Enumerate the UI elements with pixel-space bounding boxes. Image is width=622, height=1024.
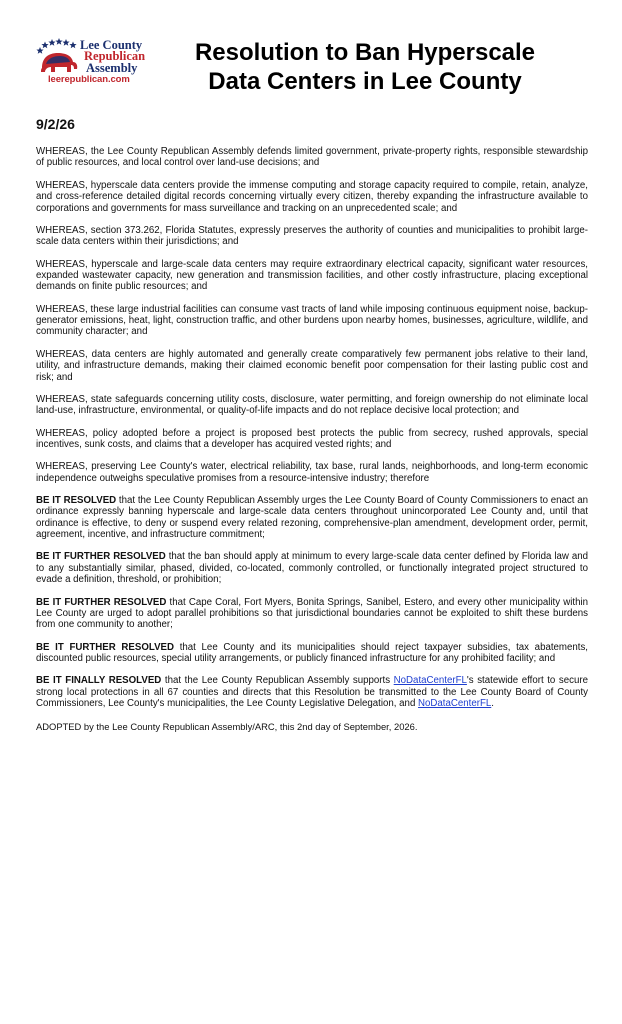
resolved-lead: BE IT RESOLVED — [36, 494, 117, 506]
nodatacenterfl-link-2[interactable]: NoDataCenterFL — [418, 698, 492, 710]
whereas-clause: WHEREAS, hyperscale and large-scale data centers may require extraordinary electrical capacity, significant water resources, expanded wastewater capacity, new generation and transmission facilities, and other costly infrastructure, placing exceptional demands on finite public resources; and — [36, 258, 588, 293]
nodatacenterfl-link[interactable]: NoDataCenterFL — [393, 675, 467, 687]
resolved-lead: BE IT FURTHER RESOLVED — [36, 596, 167, 608]
resolved-text: that Lee County and its municipalities should reject taxpayer subsidies, tax abatements, discounted public resources, special utility arrangements, or publicly financed infrastructure for any prohibited facility; and — [36, 641, 588, 665]
elephant-stars-icon — [36, 38, 82, 74]
whereas-clause: WHEREAS, state safeguards concerning utility costs, disclosure, water permitting, and foreign ownership do not eliminate local land-use, infrastructure, environmental, or quality-of-life impacts and do not replace decisive local protection; and — [36, 393, 588, 417]
resolved-lead: BE IT FURTHER RESOLVED — [36, 551, 166, 563]
final-resolved-clause — [36, 675, 588, 709]
whereas-clause: WHEREAS, preserving Lee County's water, electrical reliability, tax base, rural lands, neighborhoods, and long-term economic independence outweighs speculative promises from a resource-intensive industry; therefore — [36, 461, 588, 484]
adoption-statement: ADOPTED by the Lee County Republican Assembly/ARC, this 2nd day of September, 2026. — [36, 720, 418, 732]
final-text-part-1: that the Lee County Republican Assembly supports — [161, 675, 394, 687]
logo-text-assembly: Assembly — [86, 61, 138, 75]
logo-text-republican: Republican — [84, 49, 146, 63]
whereas-clause: WHEREAS, policy adopted before a project is proposed best protects the public from secrecy, rushed approvals, special incentives, sunk costs, and claims that a developer has acquired vested rights; and — [36, 427, 588, 450]
resolved-text: that the Lee County Republican Assembly urges the Lee County Board of County Commissioners to enact an ordinance expressly banning hyperscale and large-scale data centers throughout unincorporated Lee County and, until that ordinance is effective, to deny or suspend every related rezoning, comprehensive-plan amendment, development order, permit, agreement, incentive, and infrastructure commitment; — [36, 494, 588, 541]
resolved-clause — [36, 495, 588, 541]
website-link[interactable]: leerepublican.com — [48, 74, 130, 85]
logo-text-lee-county: Lee County — [80, 38, 143, 52]
whereas-clause: WHEREAS, these large industrial facilities can consume vast tracts of land while imposing continuous equipment noise, backup-generator emissions, heat, light, construction traffic, and other burdens upon nearby homes, businesses, agriculture, wildlife, and community character; and — [36, 303, 588, 338]
resolved-clause — [36, 642, 588, 665]
resolved-clause — [36, 551, 588, 585]
title-line-2: Data Centers in Lee County — [208, 68, 522, 95]
resolution-body — [36, 146, 588, 743]
final-text-part-2: 's statewide effort to secure strong local protections in all 67 counties and directs that this Resolution be transmitted to the Lee County Board of County Commissioners, Lee County's municipalities, the Lee County Legislative Delegation, and — [36, 675, 588, 710]
resolved-lead: BE IT FURTHER RESOLVED — [36, 641, 174, 653]
whereas-clause: WHEREAS, section 373.262, Florida Statutes, expressly preserves the authority of counties and municipalities to prohibit large-scale data centers within their jurisdictions; and — [36, 224, 588, 248]
resolved-text: that Cape Coral, Fort Myers, Bonita Springs, Sanibel, Estero, and every other municipality within Lee County are urged to adopt parallel prohibitions so that jurisdictional boundaries cannot be exploited to shift these burdens from one community to another; — [36, 596, 589, 631]
whereas-clause: WHEREAS, data centers are highly automated and generally create comparatively few permanent jobs relative to their land, utility, and infrastructure demands, making their claimed economic benefit poor compensation for their lasting public cost and risk; and — [36, 348, 588, 383]
whereas-clause: WHEREAS, hyperscale data centers provide the immense computing and storage capacity required to compile, retain, analyze, and cross-reference detailed digital records concerning virtually every citizen, thereby expanding the infrastructure available to corporations and governments for mass surveillance and tracking on an unprecedented scale; and — [36, 179, 588, 214]
title-line-1: Resolution to Ban Hyperscale — [194, 39, 536, 66]
whereas-clause: WHEREAS, the Lee County Republican Assembly defends limited government, private-property rights, responsible stewardship of public resources, and local control over land-use decisions; and — [36, 146, 588, 169]
final-text-part-3: . — [491, 698, 494, 710]
lee-county-republican-assembly-logo[interactable] — [36, 36, 156, 86]
resolved-text: that the ban should apply at minimum to every large-scale data center defined by Florida law and to any substantially similar, phased, divided, co-located, commonly controlled, or functionally integrated project structured to evade a definition, threshold, or prohibition; — [36, 551, 588, 586]
document-date: 9/2/26 — [36, 116, 75, 132]
final-resolved-lead: BE IT FINALLY RESOLVED — [36, 675, 162, 687]
resolved-clause — [36, 597, 588, 631]
page-title — [180, 38, 550, 96]
